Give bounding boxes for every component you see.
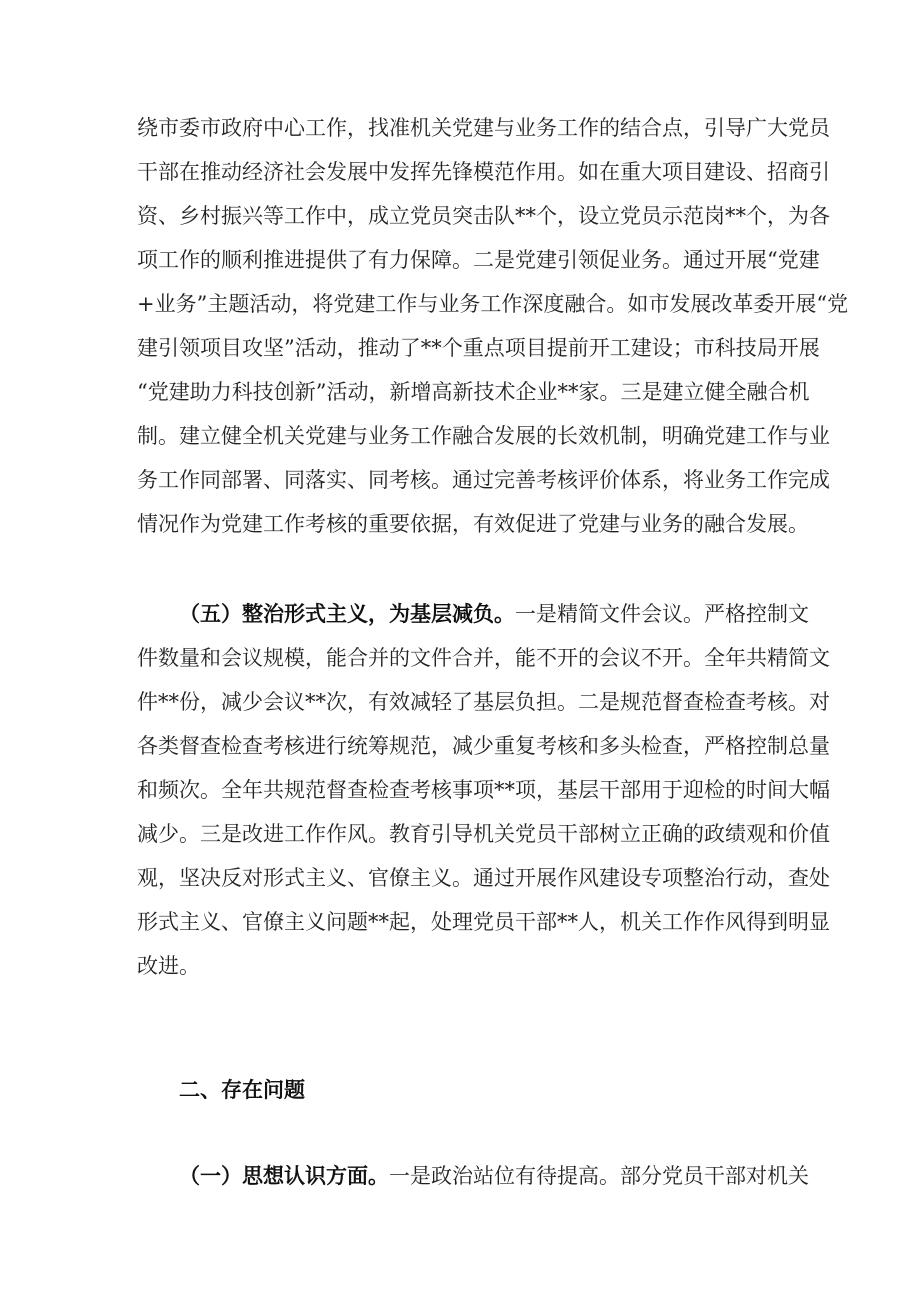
- paragraph-first-line: [179, 592, 809, 636]
- text-line: 项工作的顺利推进提供了有力保障。二是党建引领促业务。通过开展“党建: [137, 248, 820, 272]
- paragraph-heading: （五）整治形式主义，为基层减负。: [179, 601, 515, 626]
- text-line: 干部在推动经济社会发展中发挥先锋模范作用。如在重大项目建设、招商引: [137, 160, 830, 184]
- text-line: 改进。: [137, 954, 200, 978]
- text-line: 制。建立健全机关党建与业务工作融合发展的长效机制，明确党建工作与业: [137, 424, 830, 448]
- text-line: “党建助力科技创新”活动，新增高新技术企业**家。三是建立健全融合机: [137, 380, 810, 404]
- text-line: 绕市委市政府中心工作，找准机关党建与业务工作的结合点，引导广大党员: [137, 116, 830, 140]
- text-line: 形式主义、官僚主义问题**起，处理党员干部**人，机关工作作风得到明显: [137, 910, 830, 934]
- text-line: 情况作为党建工作考核的重要依据，有效促进了党建与业务的融合发展。: [137, 512, 809, 536]
- text-line: 建引领项目攻坚”活动，推动了**个重点项目提前开工建设；市科技局开展: [137, 336, 820, 360]
- text-line: 和频次。全年共规范督查检查考核事项**项，基层干部用于迎检的时间大幅: [137, 778, 830, 802]
- text-line: 资、乡村振兴等工作中，成立党员突击队**个，设立党员示范岗**个，为各: [137, 204, 830, 228]
- paragraph-text: 一是精简文件会议。严格控制文: [515, 602, 809, 626]
- paragraph-ideological-awareness: [179, 1154, 809, 1198]
- paragraph-text: 一是政治站位有待提高。部分党员干部对机关: [389, 1164, 809, 1188]
- text-line: 件**份，减少会议**次，有效减轻了基层负担。二是规范督查检查考核。对: [137, 690, 830, 714]
- text-line: 件数量和会议规模，能合并的文件合并，能不开的会议不开。全年共精简文: [137, 646, 830, 670]
- text-line: 减少。三是改进工作作风。教育引导机关党员干部树立正确的政绩观和价值: [137, 822, 830, 846]
- paragraph-heading: （一）思想认识方面。: [179, 1163, 389, 1188]
- text-line: +业务”主题活动，将党建工作与业务工作深度融合。如市发展改革委开展“党: [137, 292, 849, 316]
- section-heading: 二、存在问题: [179, 1077, 305, 1102]
- text-line: 各类督查检查考核进行统筹规范，减少重复考核和多头检查，严格控制总量: [137, 734, 830, 758]
- text-line: 务工作同部署、同落实、同考核。通过完善考核评价体系，将业务工作完成: [137, 468, 830, 492]
- text-line: 观，坚决反对形式主义、官僚主义。通过开展作风建设专项整治行动，查处: [137, 866, 830, 890]
